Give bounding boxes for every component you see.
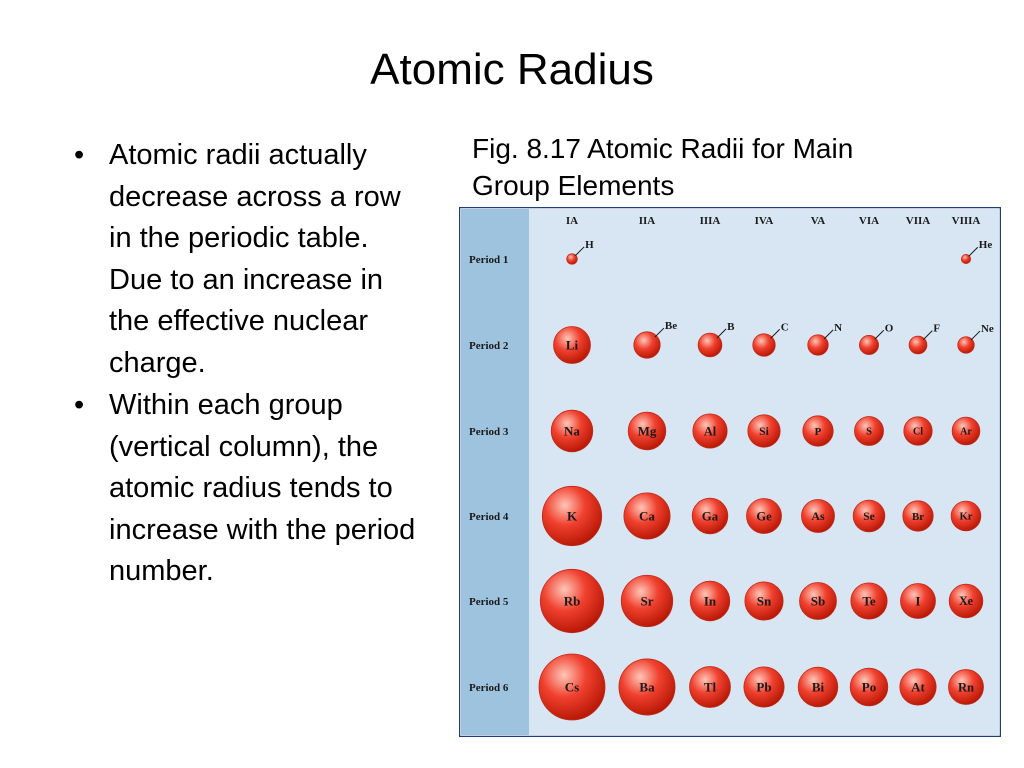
atom-te bbox=[851, 583, 887, 619]
atomic-radii-diagram bbox=[459, 207, 1001, 737]
atom-label: Ca bbox=[639, 508, 655, 524]
table-background bbox=[461, 209, 999, 735]
atom-tl bbox=[690, 667, 731, 708]
atom-label: Si bbox=[759, 425, 769, 439]
period-label: Period 1 bbox=[469, 254, 509, 266]
atom-label: P bbox=[814, 425, 822, 438]
group-label: VIIA bbox=[905, 215, 931, 227]
atom-se bbox=[853, 500, 885, 532]
figure-caption-line: Group Elements bbox=[472, 170, 675, 201]
atom-xe bbox=[949, 584, 983, 618]
atom-label: I bbox=[915, 594, 921, 609]
group-label: IA bbox=[565, 215, 579, 227]
atom-in bbox=[690, 581, 730, 621]
atom-label: Ar bbox=[960, 426, 972, 438]
atom-label: Kr bbox=[959, 510, 973, 523]
slide-title: Atomic Radius bbox=[370, 45, 654, 94]
atom-label: Te bbox=[862, 593, 876, 609]
group-label: IIIA bbox=[699, 215, 721, 227]
atom-label: Xe bbox=[958, 594, 974, 609]
atom-label: Na bbox=[564, 423, 580, 439]
atom-br bbox=[903, 501, 933, 531]
atom-label: O bbox=[884, 322, 894, 335]
atom-label: Bi bbox=[811, 679, 825, 695]
atom-al bbox=[693, 414, 727, 448]
period-label: Period 5 bbox=[469, 596, 509, 608]
bullet-item: • Atomic radii actually decrease across a row in the periodic table. Due to an increase in the effective nuclear charge. bbox=[72, 135, 422, 384]
atom-sr bbox=[621, 575, 672, 626]
atom-rn bbox=[949, 670, 984, 705]
group-label: VIIIA bbox=[951, 215, 981, 227]
atom-label: Sr bbox=[640, 593, 654, 609]
period-label: Period 2 bbox=[469, 340, 509, 352]
atom-label: Pb bbox=[756, 679, 772, 695]
figure-caption bbox=[472, 130, 992, 204]
atom-ba bbox=[619, 659, 675, 715]
atom-label: Mg bbox=[637, 423, 657, 439]
period-label: Period 4 bbox=[469, 511, 509, 523]
atom-label: Rb bbox=[563, 593, 581, 609]
atom-as bbox=[802, 500, 835, 533]
atom-bi bbox=[798, 667, 838, 707]
atom-p bbox=[803, 416, 833, 446]
atom-label: C bbox=[780, 321, 789, 334]
atom-label: K bbox=[566, 508, 578, 524]
atom-label: At bbox=[911, 679, 925, 695]
atom-k bbox=[542, 486, 601, 545]
period-label: Period 6 bbox=[469, 682, 509, 694]
atom-label: Ga bbox=[701, 509, 719, 524]
atom-label: F bbox=[933, 322, 941, 335]
atom-li bbox=[554, 327, 591, 364]
atom-label: In bbox=[703, 593, 717, 609]
atom-rb bbox=[540, 569, 603, 632]
atom-label: Po bbox=[861, 679, 877, 695]
atom-ge bbox=[747, 499, 782, 534]
atom-label: B bbox=[727, 320, 735, 333]
period-label: Period 3 bbox=[469, 426, 509, 438]
atom-na bbox=[551, 410, 593, 452]
atom-label: Ne bbox=[980, 323, 994, 336]
atom-label: Sb bbox=[810, 593, 826, 609]
atom-label: He bbox=[978, 239, 993, 252]
atom-label: Se bbox=[863, 510, 875, 523]
bullet-list bbox=[72, 135, 422, 594]
atom-label: As bbox=[811, 509, 825, 524]
atom-si bbox=[748, 415, 780, 447]
atom-label: Br bbox=[911, 510, 925, 523]
atom-label: N bbox=[834, 321, 843, 334]
atom-label: Cs bbox=[564, 679, 580, 695]
atom-i bbox=[901, 584, 936, 619]
atom-label: Sn bbox=[756, 593, 772, 609]
atom-ar bbox=[952, 417, 980, 445]
atom-label: Rn bbox=[957, 680, 975, 695]
atom-sb bbox=[800, 583, 837, 620]
atom-label: Cl bbox=[912, 426, 924, 438]
group-label: IIA bbox=[638, 215, 656, 227]
atom-label: Tl bbox=[703, 679, 717, 695]
atom-label: Be bbox=[664, 320, 678, 333]
figure-caption-line: Fig. 8.17 Atomic Radii for Main bbox=[472, 133, 854, 164]
atom-mg bbox=[628, 412, 666, 450]
atom-ca bbox=[624, 493, 670, 539]
group-label: VA bbox=[810, 215, 826, 227]
atom-pb bbox=[744, 667, 784, 707]
bullet-item: • Within each group (vertical column), the atomic radius tends to increase with the period number. bbox=[72, 385, 422, 593]
atom-at bbox=[900, 669, 936, 705]
period-label-band bbox=[461, 209, 529, 735]
atom-label: Al bbox=[703, 424, 717, 439]
atom-ga bbox=[692, 498, 728, 534]
atom-label: H bbox=[585, 238, 594, 251]
atom-label: Ba bbox=[639, 679, 655, 695]
atom-label: Li bbox=[565, 337, 579, 353]
atom-cl bbox=[904, 417, 932, 445]
atom-label: S bbox=[866, 426, 872, 438]
atom-cs bbox=[539, 654, 605, 720]
atom-kr bbox=[951, 501, 981, 531]
atom-label: Ge bbox=[756, 509, 772, 524]
group-label: VIA bbox=[858, 215, 880, 227]
group-label: IVA bbox=[754, 215, 774, 227]
atom-po bbox=[850, 668, 888, 706]
atom-s bbox=[854, 416, 883, 445]
atom-sn bbox=[745, 582, 783, 620]
